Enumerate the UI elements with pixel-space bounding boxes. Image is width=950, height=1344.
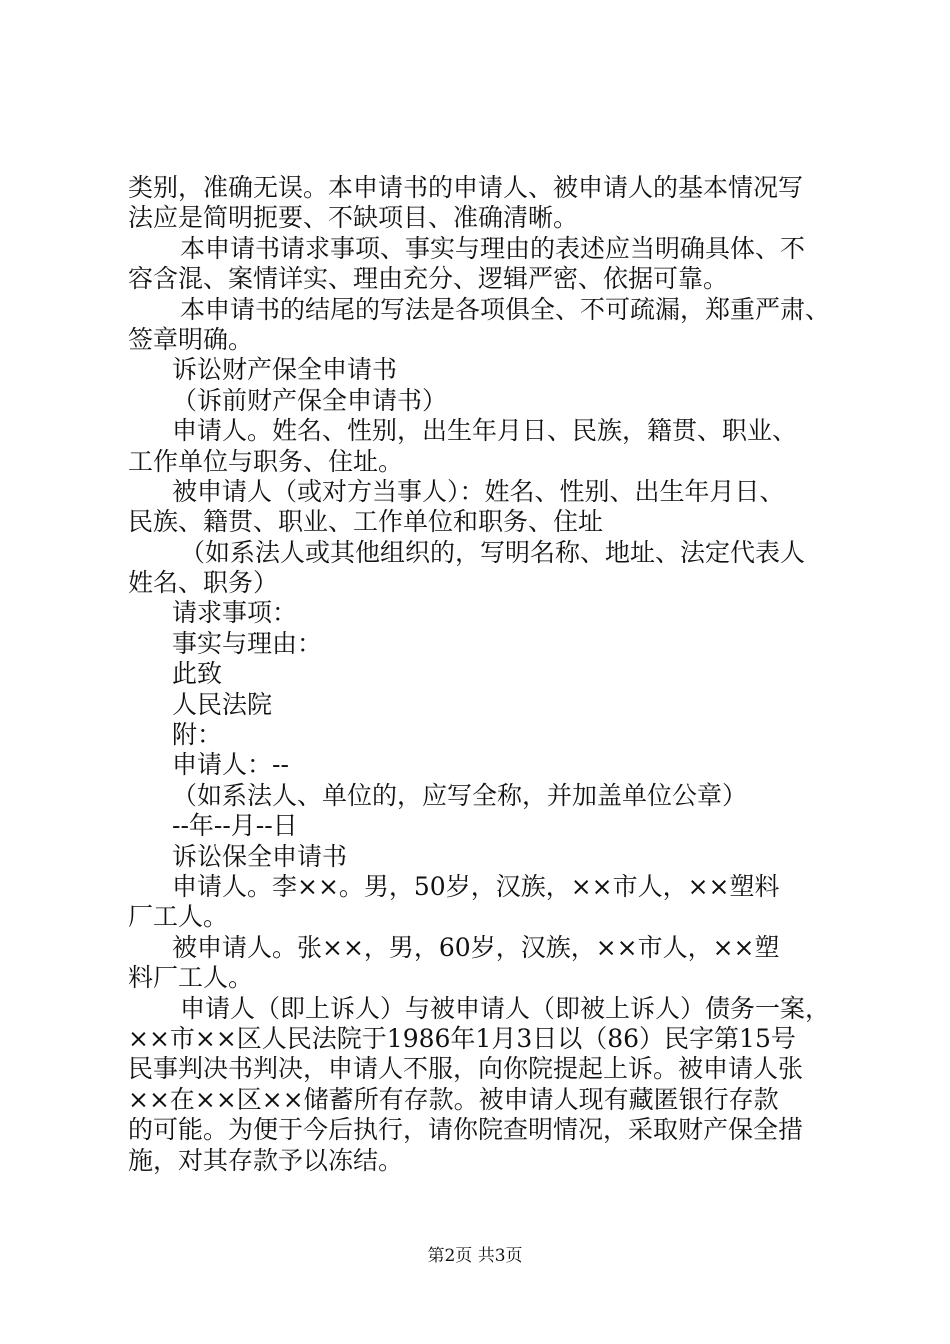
text-line: 人民法院 bbox=[172, 689, 273, 719]
text-line: 请求事项： bbox=[172, 598, 298, 628]
text-line: 被申请人（或对方当事人）：姓名、性别、出生年月日、 bbox=[172, 476, 785, 506]
text-line: 料厂工人。 bbox=[128, 963, 254, 993]
text-line: 本申请书请求事项、事实与理由的表述应当明确具体、不 bbox=[180, 233, 806, 263]
text-line: 厂工人。 bbox=[128, 902, 229, 932]
text-line: （如系法人、单位的，应写全称，并加盖单位公章） bbox=[172, 780, 748, 810]
page-footer: 第2页 共3页 bbox=[427, 1246, 523, 1266]
text-line: 类别，准确无误。本申请书的申请人、被申请人的基本情况写 bbox=[128, 173, 804, 202]
text-line: 姓名、职务） bbox=[128, 568, 279, 598]
text-line: ××市××区人民法院于1986年1月3日以（86）民字第15号 bbox=[128, 1023, 796, 1053]
text-line: 诉讼保全申请书 bbox=[172, 841, 348, 871]
text-line: 申请人。李××。男，50岁，汉族，××市人，××塑料 bbox=[172, 871, 780, 901]
text-line: 法应是简明扼要、不缺项目、准确清晰。 bbox=[128, 203, 579, 233]
text-line: 工作单位与职务、住址。 bbox=[128, 446, 404, 476]
text-line: --年--月--日 bbox=[172, 811, 298, 841]
text-line: 申请人。姓名、性别，出生年月日、民族，籍贯、职业、 bbox=[172, 416, 798, 446]
document-body bbox=[128, 173, 831, 1176]
text-line: 本申请书的结尾的写法是各项俱全、不可疏漏，郑重严肃、 bbox=[180, 294, 831, 324]
text-line: 申请人：-- bbox=[172, 750, 289, 780]
text-line: （如系法人或其他组织的，写明名称、地址、法定代表人 bbox=[180, 537, 806, 567]
text-line: 签章明确。 bbox=[128, 324, 254, 354]
text-line: 申请人（即上诉人）与被申请人（即被上诉人）债务一案， bbox=[180, 993, 831, 1023]
text-line: 民事判决书判决，申请人不服，向你院提起上诉。被申请人张 bbox=[128, 1054, 804, 1084]
text-line: 附： bbox=[172, 720, 223, 750]
text-line: 的可能。为便于今后执行，请你院查明情况，采取财产保全措 bbox=[128, 1115, 804, 1145]
text-line: 容含混、案情详实、理由充分、逻辑严密、依据可靠。 bbox=[128, 264, 729, 294]
text-line: ××在××区××储蓄所有存款。被申请人现有藏匿银行存款 bbox=[128, 1084, 779, 1114]
text-line: （诉前财产保全申请书） bbox=[172, 385, 448, 415]
text-line: 事实与理由： bbox=[172, 628, 323, 658]
text-line: 被申请人。张××，男，60岁，汉族，××市人，××塑 bbox=[172, 932, 780, 962]
text-line: 施，对其存款予以冻结。 bbox=[128, 1145, 404, 1175]
text-line: 民族、籍贯、职业、工作单位和职务、住址 bbox=[128, 507, 604, 537]
text-line: 诉讼财产保全申请书 bbox=[172, 355, 398, 385]
text-line: 此致 bbox=[172, 659, 223, 689]
